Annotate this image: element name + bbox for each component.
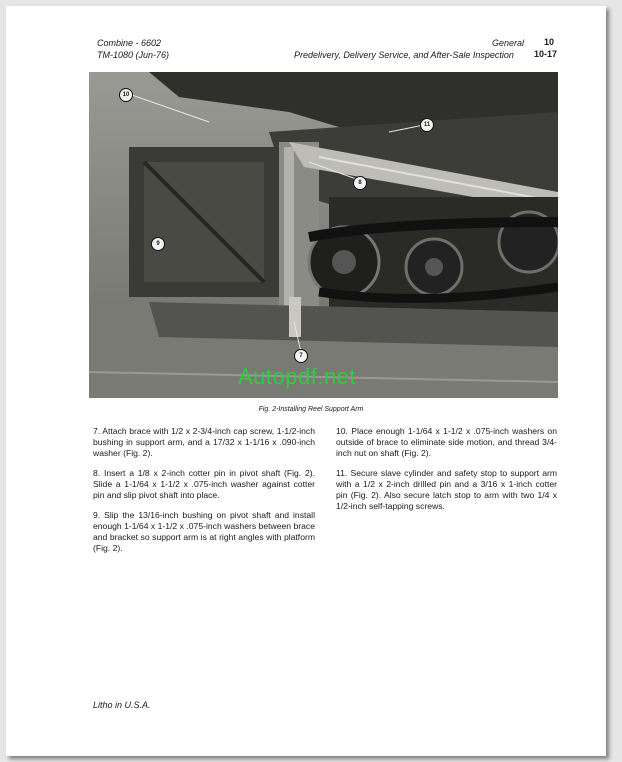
- step-8: 8. Insert a 1/8 x 2-inch cotter pin in pivot shaft (Fig. 2). Slide a 1-1/64 x 1-1/2 x .075-inch washer against cotter pin and slip pivot shaft into place.: [93, 468, 315, 500]
- step-11: 11. Secure slave cylinder and safety stop to support arm with a 1/2 x 2-inch drilled pin and a 3/16 x 1-inch cotter pin (Fig. 2). Also secure latch stop to arm with two 1/4 x 1/2-inch self-tapping screws.: [336, 468, 557, 511]
- footer-litho: Litho in U.S.A.: [93, 700, 151, 710]
- header-model: Combine - 6602: [97, 38, 162, 48]
- callout-10: 10: [119, 88, 133, 102]
- left-text-column: [93, 426, 315, 563]
- figure-caption: Fig. 2-Installing Reel Support Arm: [258, 406, 364, 413]
- header-section-number: 10: [544, 37, 555, 47]
- callout-7: 7: [294, 349, 308, 363]
- reel-support-arm-photo: [89, 72, 558, 398]
- photo-illustration: [89, 72, 558, 398]
- right-text-column: [336, 426, 557, 521]
- step-10: 10. Place enough 1-1/64 x 1-1/2 x .075-inch washers on outside of brace to eliminate side motion, and thread 3/4-inch nut on shaft (Fig. 2).: [336, 426, 557, 458]
- header-section-title: General: [492, 38, 525, 48]
- header-page-number: 10-17: [534, 49, 558, 59]
- callout-8: 8: [353, 176, 367, 190]
- watermark-text: Autopdf.net: [238, 364, 357, 389]
- callout-9: 9: [151, 237, 165, 251]
- step-9: 9. Slip the 13/16-inch bushing on pivot shaft and install enough 1-1/64 x 1-1/2 x .075-inch washers between brace and bracket so support arm is at right angles with platform (Fig. 2).: [93, 510, 315, 553]
- header-subtitle: Predelivery, Delivery Service, and After-Sale Inspection: [294, 50, 514, 60]
- step-7: 7. Attach brace with 1/2 x 2-3/4-inch cap screw, 1-1/2-inch bushing in support arm, and a 17/32 x 1-1/16 x .090-inch washer (Fig. 2).: [93, 426, 315, 458]
- callout-11: 11: [420, 118, 434, 132]
- header-manual-id: TM-1080 (Jun-76): [97, 50, 170, 60]
